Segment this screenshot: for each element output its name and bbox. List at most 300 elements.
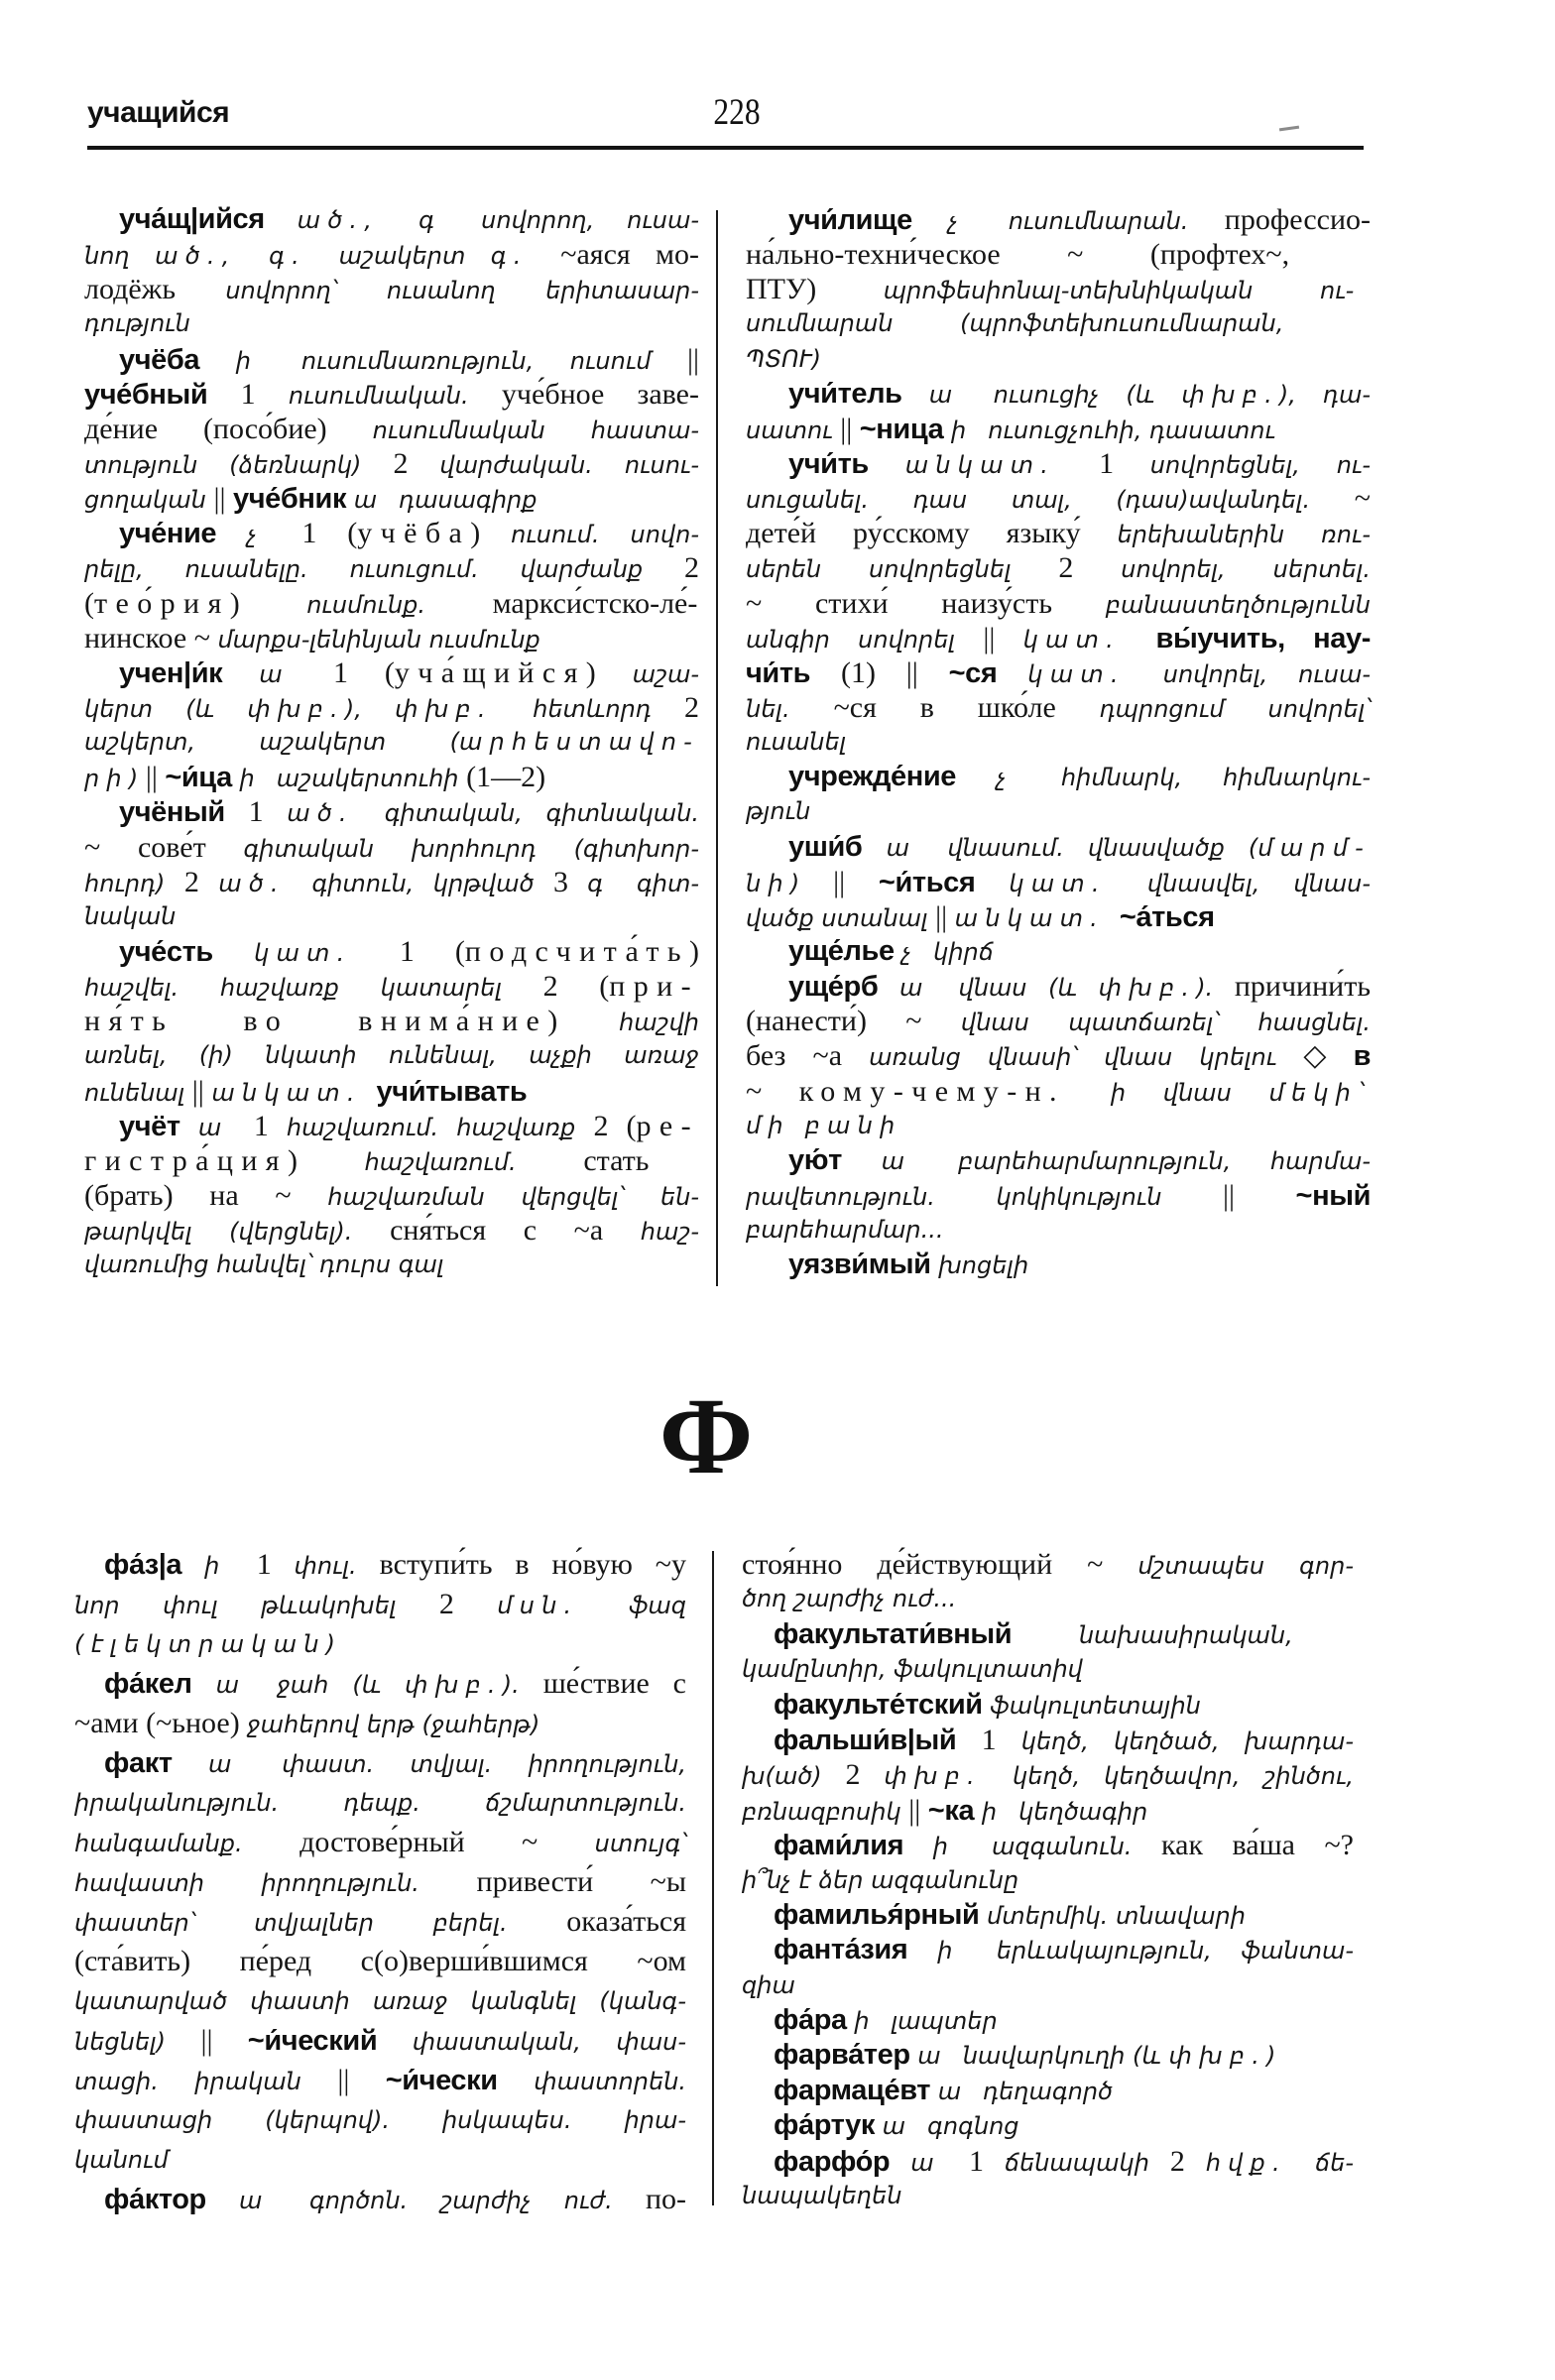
headword: уче́бный [84,378,241,411]
russian-text: || [983,621,1023,654]
entry-continuation-line [84,830,699,865]
entry-continuation-line [746,794,1371,829]
headword: факт [104,1747,209,1779]
armenian-translation: սումնարան (պրոֆտեխուսումնարան, [746,309,1284,338]
grammar-label: ի [235,346,301,375]
armenian-translation: փուլ. [294,1552,380,1580]
grammar-label: հվք. [1205,2148,1316,2177]
russian-text: на́льно-техни́ческое ~ (профтех~, [746,238,1290,272]
line-text [788,934,994,973]
headword: ~ся [948,656,1028,689]
russian-text: (нанести́) ~ [746,1005,961,1038]
armenian-translation: ուսումնական հաստա- [372,416,699,444]
headword: фа́ртук [774,2109,883,2142]
entry-continuation-line [84,272,699,306]
grammar-label: ի [937,1937,997,1965]
armenian-translation: կեղծագիր [1018,1797,1148,1826]
armenian-translation: գիտ- [636,869,699,897]
line-text [774,2038,1275,2077]
russian-text: по- [645,2183,686,2215]
armenian-translation: աշկերտ, աշակերտ ( [84,728,459,757]
entry-continuation-line [74,1942,686,1981]
armenian-translation: կանում [74,2146,169,2174]
entry-continuation-line [84,899,699,934]
russian-text: (1) || [841,655,949,689]
grammar-label: ա [881,1146,959,1175]
armenian-translation: հաշվառում. հաշվառք [286,1113,594,1141]
russian-text: привести́ ~ы [476,1865,687,1898]
entry-continuation-line [746,1178,1371,1213]
line-text [774,1933,1354,1971]
entry-continuation-line [74,1783,686,1823]
line-text [774,2003,998,2042]
russian-text: достове́рный ~ [299,1826,595,1858]
russian-text: 2 [683,690,699,724]
entry-first-line [84,516,699,550]
entry-continuation-line [84,690,699,725]
headword: ~а́ться [1119,900,1215,933]
russian-spaced-text: учёба [357,517,471,550]
entry-continuation-line [742,1652,1354,1687]
russian-text: вступи́ть в но́вую ~у [379,1548,687,1581]
armenian-translation: կերտ (և [84,694,248,723]
line-text [74,1981,686,2025]
line-text [119,794,699,834]
grammar-label: մի բանի [746,1111,902,1139]
grammar-label: ած. [287,799,385,828]
entry-continuation-line [746,655,1371,690]
entry-continuation-line [742,1863,1354,1898]
entry-first-line [746,446,1371,481]
armenian-translation: տացի. իրական [74,2068,338,2095]
entry-first-line [746,377,1371,412]
russian-text: 2 [1169,2144,1206,2178]
headword: факульте́тский [774,1688,991,1721]
armenian-translation: հավաստի իրողություն. [74,1869,477,1897]
entry-continuation-line [84,1038,699,1073]
russian-text: лодёжь [84,273,226,306]
armenian-translation: րավետություն. կոկիկություն [746,1182,1224,1211]
armenian-translation: հետևորդ [533,694,684,723]
russian-text: ( [84,586,94,620]
armenian-translation: նական [84,901,177,930]
line-text [746,655,1371,695]
headword: учёба [119,343,236,376]
armenian-translation: նապակեղեն [742,2182,902,2210]
headword: вы́учить, нау- [1155,622,1372,654]
armenian-translation: ուսմունք. [306,590,493,619]
line-text [742,1757,1354,1797]
headword: учен|и́к [119,656,260,689]
entry-first-line [746,969,1371,1004]
russian-text: де́ние (посо́бие) [84,412,373,445]
armenian-translation: սովորող, ուսա- [481,206,699,234]
russian-text: 1 [256,1548,295,1581]
russian-text: 1 [253,1109,287,1142]
grammar-label: (էլեկտրական) [74,1630,343,1658]
line-text [119,1109,699,1148]
line-text [774,2108,1019,2147]
headword: ~ка [927,1794,982,1827]
russian-text: ◇ [1303,1039,1354,1073]
entry-continuation-line [74,2140,686,2180]
armenian-translation: դություն [84,309,190,338]
armenian-translation: լապտեր [891,2007,998,2036]
grammar-label: ա [215,1671,278,1699]
grammar-label: ի [951,416,989,444]
entry-first-line [742,2003,1354,2038]
grammar-label: ա [239,2187,309,2214]
armenian-translation: սովորող՝ ուսանող երիտասար- [225,277,699,305]
armenian-translation: ուսուցիչ (և [993,380,1182,409]
armenian-translation: ) [128,765,146,793]
entry-continuation-line [84,1248,699,1282]
running-head-guide-word: учащийся [87,96,230,129]
line-text [74,1585,686,1629]
grammar-label: ի [932,1833,992,1861]
line-text [84,446,699,486]
armenian-translation: վնասվել, վնաս- [1146,869,1371,897]
headword: фальши́в|ый [774,1724,982,1756]
line-text [746,1038,1371,1078]
grammar-label: ի [854,2007,892,2036]
grammar-label: ա [259,659,334,688]
armenian-translation: վարժական. ուսու- [439,450,700,479]
headword: фарфо́р [774,2145,911,2178]
line-text [74,1902,686,1947]
entry-continuation-line [74,2100,686,2140]
entry-continuation-line [74,2061,686,2100]
entry-first-line [84,342,699,377]
headword: учи́ть [788,447,905,480]
line-text [84,690,699,730]
line-text [84,481,538,521]
entry-continuation-line [84,446,699,481]
armenian-translation: վնաս պատճառել՝ հասցնել. [960,1009,1371,1037]
armenian-translation: բռնազբոսիկ [742,1797,909,1826]
grammar-label: ա [928,380,994,409]
line-text [746,412,1275,451]
entry-first-line [84,1109,699,1143]
entry-continuation-line [74,1704,686,1743]
line-text [774,1688,1201,1726]
grammar-label: ած., գ [297,206,482,234]
line-text [746,306,1283,344]
armenian-translation: երևակայություն, ֆանտա- [996,1937,1354,1965]
entry-first-line [84,202,699,237]
entry-continuation-line [84,1178,699,1213]
entry-first-line [742,2108,1354,2143]
armenian-translation: սուցանել. դաս տալ, (դաս)ավանդել. [746,486,1355,515]
russian-text: нинское ~ [84,621,218,654]
headword: в [1353,1040,1371,1073]
headword: учи́тывать [376,1075,528,1108]
entry-continuation-line [742,1793,1354,1828]
armenian-translation: ֆազ [629,1592,686,1619]
armenian-translation: նախասիրական, [1078,1620,1293,1649]
headword: фа́ктор [104,2184,240,2215]
entry-first-line [742,2074,1354,2108]
column-bottom-right [742,1547,1354,2213]
entry-continuation-line [742,1757,1354,1792]
headword: уча́щ|ийся [119,203,298,235]
armenian-translation: վառումից հանվել՝ դուրս գալ [84,1250,444,1279]
entry-first-line [742,1828,1354,1862]
armenian-translation: նել. [746,694,834,723]
grammar-label: փխբ. [884,1762,1014,1791]
line-text [74,1624,342,1668]
entry-continuation-line [742,1547,1354,1582]
line-text [746,899,1215,939]
entry-first-line [84,655,699,690]
entry-continuation-line [84,237,699,272]
armenian-translation: հուրդ) [84,869,184,897]
line-text [84,550,699,590]
russian-spaced-text: ре- [636,1109,699,1142]
entry-first-line [746,760,1371,794]
grammar-label: չ [948,207,1009,235]
line-text [74,2061,686,2105]
armenian-translation: ), [344,694,396,723]
armenian-translation: ). [1196,974,1235,1003]
line-text [788,1143,1371,1182]
section-letter-heading: Ф [658,1375,754,1496]
armenian-translation: ուսուցչուհի, դասատու [988,416,1275,444]
grammar-label: մարմ- [1257,833,1371,862]
armenian-translation: զիա [742,1970,795,1999]
russian-text: ) [547,1005,620,1038]
russian-spaced-text: уча́щийся [394,655,586,689]
line-text [84,1178,699,1218]
entry-continuation-line [746,899,1371,934]
russian-spaced-text: ня́ть во внима́ние [84,1005,548,1038]
line-text [84,1004,699,1043]
line-text [742,1652,1083,1690]
line-text [84,412,699,451]
armenian-translation: սերեն սովորեցնել [746,555,1059,584]
russian-text: 2 [183,865,219,898]
line-text [84,969,699,1009]
russian-text: || [200,2024,248,2057]
line-text [74,1823,686,1867]
line-text [742,1863,1018,1901]
armenian-translation: գոգնոց [927,2112,1019,2141]
armenian-translation: գիտուն, կրթված [311,869,553,897]
entry-continuation-line [746,725,1371,760]
entry-continuation-line [742,1582,1354,1616]
line-text [788,202,1371,242]
armenian-translation: ուսումնական. [288,381,502,410]
armenian-translation: ֆակուլտետային [990,1691,1201,1720]
russian-text: 2 [1058,551,1122,585]
page-number: 228 [713,92,761,133]
armenian-translation: ճե- [1315,2148,1354,2177]
armenian-translation: աշակերտ [338,242,491,271]
entry-continuation-line [84,412,699,446]
russian-text: 3 [552,865,588,898]
grammar-label: չ [996,764,1061,792]
entry-continuation-line [84,1143,699,1178]
headword: фа́кел [104,1668,216,1700]
line-text [84,306,190,344]
line-text [788,969,1371,1009]
grammar-label: անկատ. [211,1078,377,1107]
entry-continuation-line [74,1981,686,2021]
line-text [74,2140,169,2184]
armenian-translation: գիտական խորհուրդ (գիտխոր- [243,834,699,863]
armenian-translation: գործոն. շարժիչ ուժ. [308,2187,646,2214]
entry-continuation-line [84,865,699,899]
entry-continuation-line [84,306,699,341]
entry-continuation-line [74,1624,686,1664]
russian-text: (брать) на ~ [84,1178,328,1212]
headword: фарва́тер [774,2039,918,2072]
line-text [84,1074,527,1114]
entry-continuation-line [746,1109,1371,1143]
entry-continuation-line [84,1074,699,1109]
russian-text: как ва́ша ~? [1161,1829,1354,1862]
line-text [774,1828,1354,1867]
line-text [84,760,545,799]
armenian-translation: փաստեր՝ տվյալներ բերել. [74,1909,567,1937]
entry-continuation-line [84,969,699,1004]
russian-text: || [1223,1178,1296,1212]
column-divider-bottom [712,1551,714,2205]
russian-text: дете́й ру́сскому языку́ [746,517,1118,550]
russian-text: ~ стихи́ наизу́сть [746,586,1106,620]
grammar-label: ած., գ. [155,242,339,271]
russian-text: (1—2) [466,761,546,794]
grammar-label: ա [208,1750,283,1778]
armenian-translation: պրոֆեսիոնալ-տեխնիկական ու- [883,277,1355,305]
headword: ую́т [788,1143,882,1176]
entry-first-line [746,202,1371,237]
grammar-label: ա [917,2042,963,2071]
line-text [788,760,1371,798]
armenian-translation: ) [1266,2042,1276,2071]
russian-text: || [337,2064,386,2096]
grammar-label: ա [937,2077,984,2105]
grammar-label: արհեստավո- [458,728,699,757]
armenian-translation: ի՞նչ է ձեր ազգանունը [742,1865,1019,1894]
line-text [84,830,699,870]
headword: ~и́ческий [247,2025,413,2057]
armenian-translation: ցողական [84,486,214,515]
armenian-translation: հանգամանք. [74,1830,300,1857]
armenian-translation: թարկվել (վերցնել). [84,1218,391,1247]
armenian-translation: փաստական, փաս- [412,2028,686,2056]
line-text [746,865,1371,904]
russian-spaced-text: подсчита́ть [464,934,689,968]
entry-continuation-line [746,1038,1371,1073]
line-text [788,1248,1028,1286]
entry-first-line [742,1898,1354,1933]
grammar-label: փխբ. [247,694,345,723]
entry-continuation-line [746,586,1371,621]
headword: фамилья́рный [774,1898,988,1931]
line-text [119,655,699,695]
armenian-translation: հաշվի [619,1009,699,1037]
entry-first-line [742,1933,1354,1967]
armenian-translation: դասագիրք [399,486,538,515]
armenian-translation: վնասում. վնասվածք ( [947,833,1258,862]
armenian-translation: թյուն [746,797,811,826]
armenian-translation: փաստ. տվյալ. իրողություն, [282,1750,687,1778]
russian-text: 2 ( [593,1109,637,1142]
line-text [84,1248,443,1285]
armenian-translation: առանց վնասի՝ վնաս կրելու [869,1043,1304,1072]
armenian-translation: փաստորեն. [534,2068,686,2095]
grammar-label: մեկի՝ [1268,1078,1371,1107]
grammar-label: անկատ. [954,903,1120,932]
russian-text: 1 [969,2144,1005,2178]
headword: учрежде́ние [788,761,997,793]
russian-text: оказа́ться [566,1905,686,1938]
line-text [746,725,846,763]
line-text [74,2100,686,2144]
armenian-translation: մարքս-լենինյան ուսմունք [217,625,540,654]
line-text [746,550,1371,590]
headword: фа́ра [774,2004,855,2037]
armenian-translation: րելը, ուսանելը. ուսուցում. վարժանք [84,555,684,584]
russian-text: ~ [746,1074,799,1108]
headword: уче́ние [119,518,248,550]
russian-text: ) [287,1143,365,1177]
grammar-label: ա [899,974,959,1003]
line-text [746,516,1371,555]
russian-text: || [840,412,860,445]
armenian-translation: ուսումնառություն, ուսում [300,346,687,375]
entry-first-line [742,2038,1354,2073]
armenian-translation: ի վնաս [1110,1078,1269,1107]
armenian-translation: տություն (ձեռնարկ) [84,450,394,479]
line-text [104,1664,686,1709]
entry-first-line [746,934,1371,969]
line-text [84,899,176,937]
line-text [74,1942,686,1986]
entry-continuation-line [74,2021,686,2061]
armenian-translation: նոր փուլ թևակոխել [74,1592,439,1619]
armenian-translation: դեղագործ [983,2077,1113,2105]
line-text [746,481,1371,521]
armenian-translation: աշա- [632,659,699,688]
russian-text: ~ сове́т [84,830,244,864]
armenian-translation: մտերմիկ. տնավարի [987,1901,1246,1930]
column-divider-top [716,210,718,1286]
grammar-label: չ [247,521,302,549]
line-text [74,1862,686,1907]
russian-text: без ~а [746,1039,870,1073]
russian-text: ) [229,586,307,620]
headword: учёный [119,796,249,829]
entry-continuation-line [74,1585,686,1624]
headword: ~и́чески [385,2065,535,2096]
entry-first-line [84,794,699,829]
armenian-translation: նող [84,242,156,271]
armenian-translation: կատարված փաստի առաջ կանգնել (կանգ- [74,1987,686,2015]
armenian-translation: փաստացի (կերպով). իսկապես. իրա- [74,2106,686,2134]
entry-first-line [742,2144,1354,2179]
russian-text: стать [583,1143,650,1177]
line-text [742,1582,956,1619]
entry-continuation-line [84,1004,699,1038]
armenian-translation: խ(ած) [742,1762,846,1791]
armenian-translation: բարեհարմարություն, հարմա- [958,1146,1371,1175]
line-text [746,1178,1371,1218]
russian-text: ) [470,517,512,550]
armenian-translation: հիմնարկ, հիմնարկու- [1060,764,1371,792]
armenian-translation: նավարկուղի (և [962,2042,1169,2071]
